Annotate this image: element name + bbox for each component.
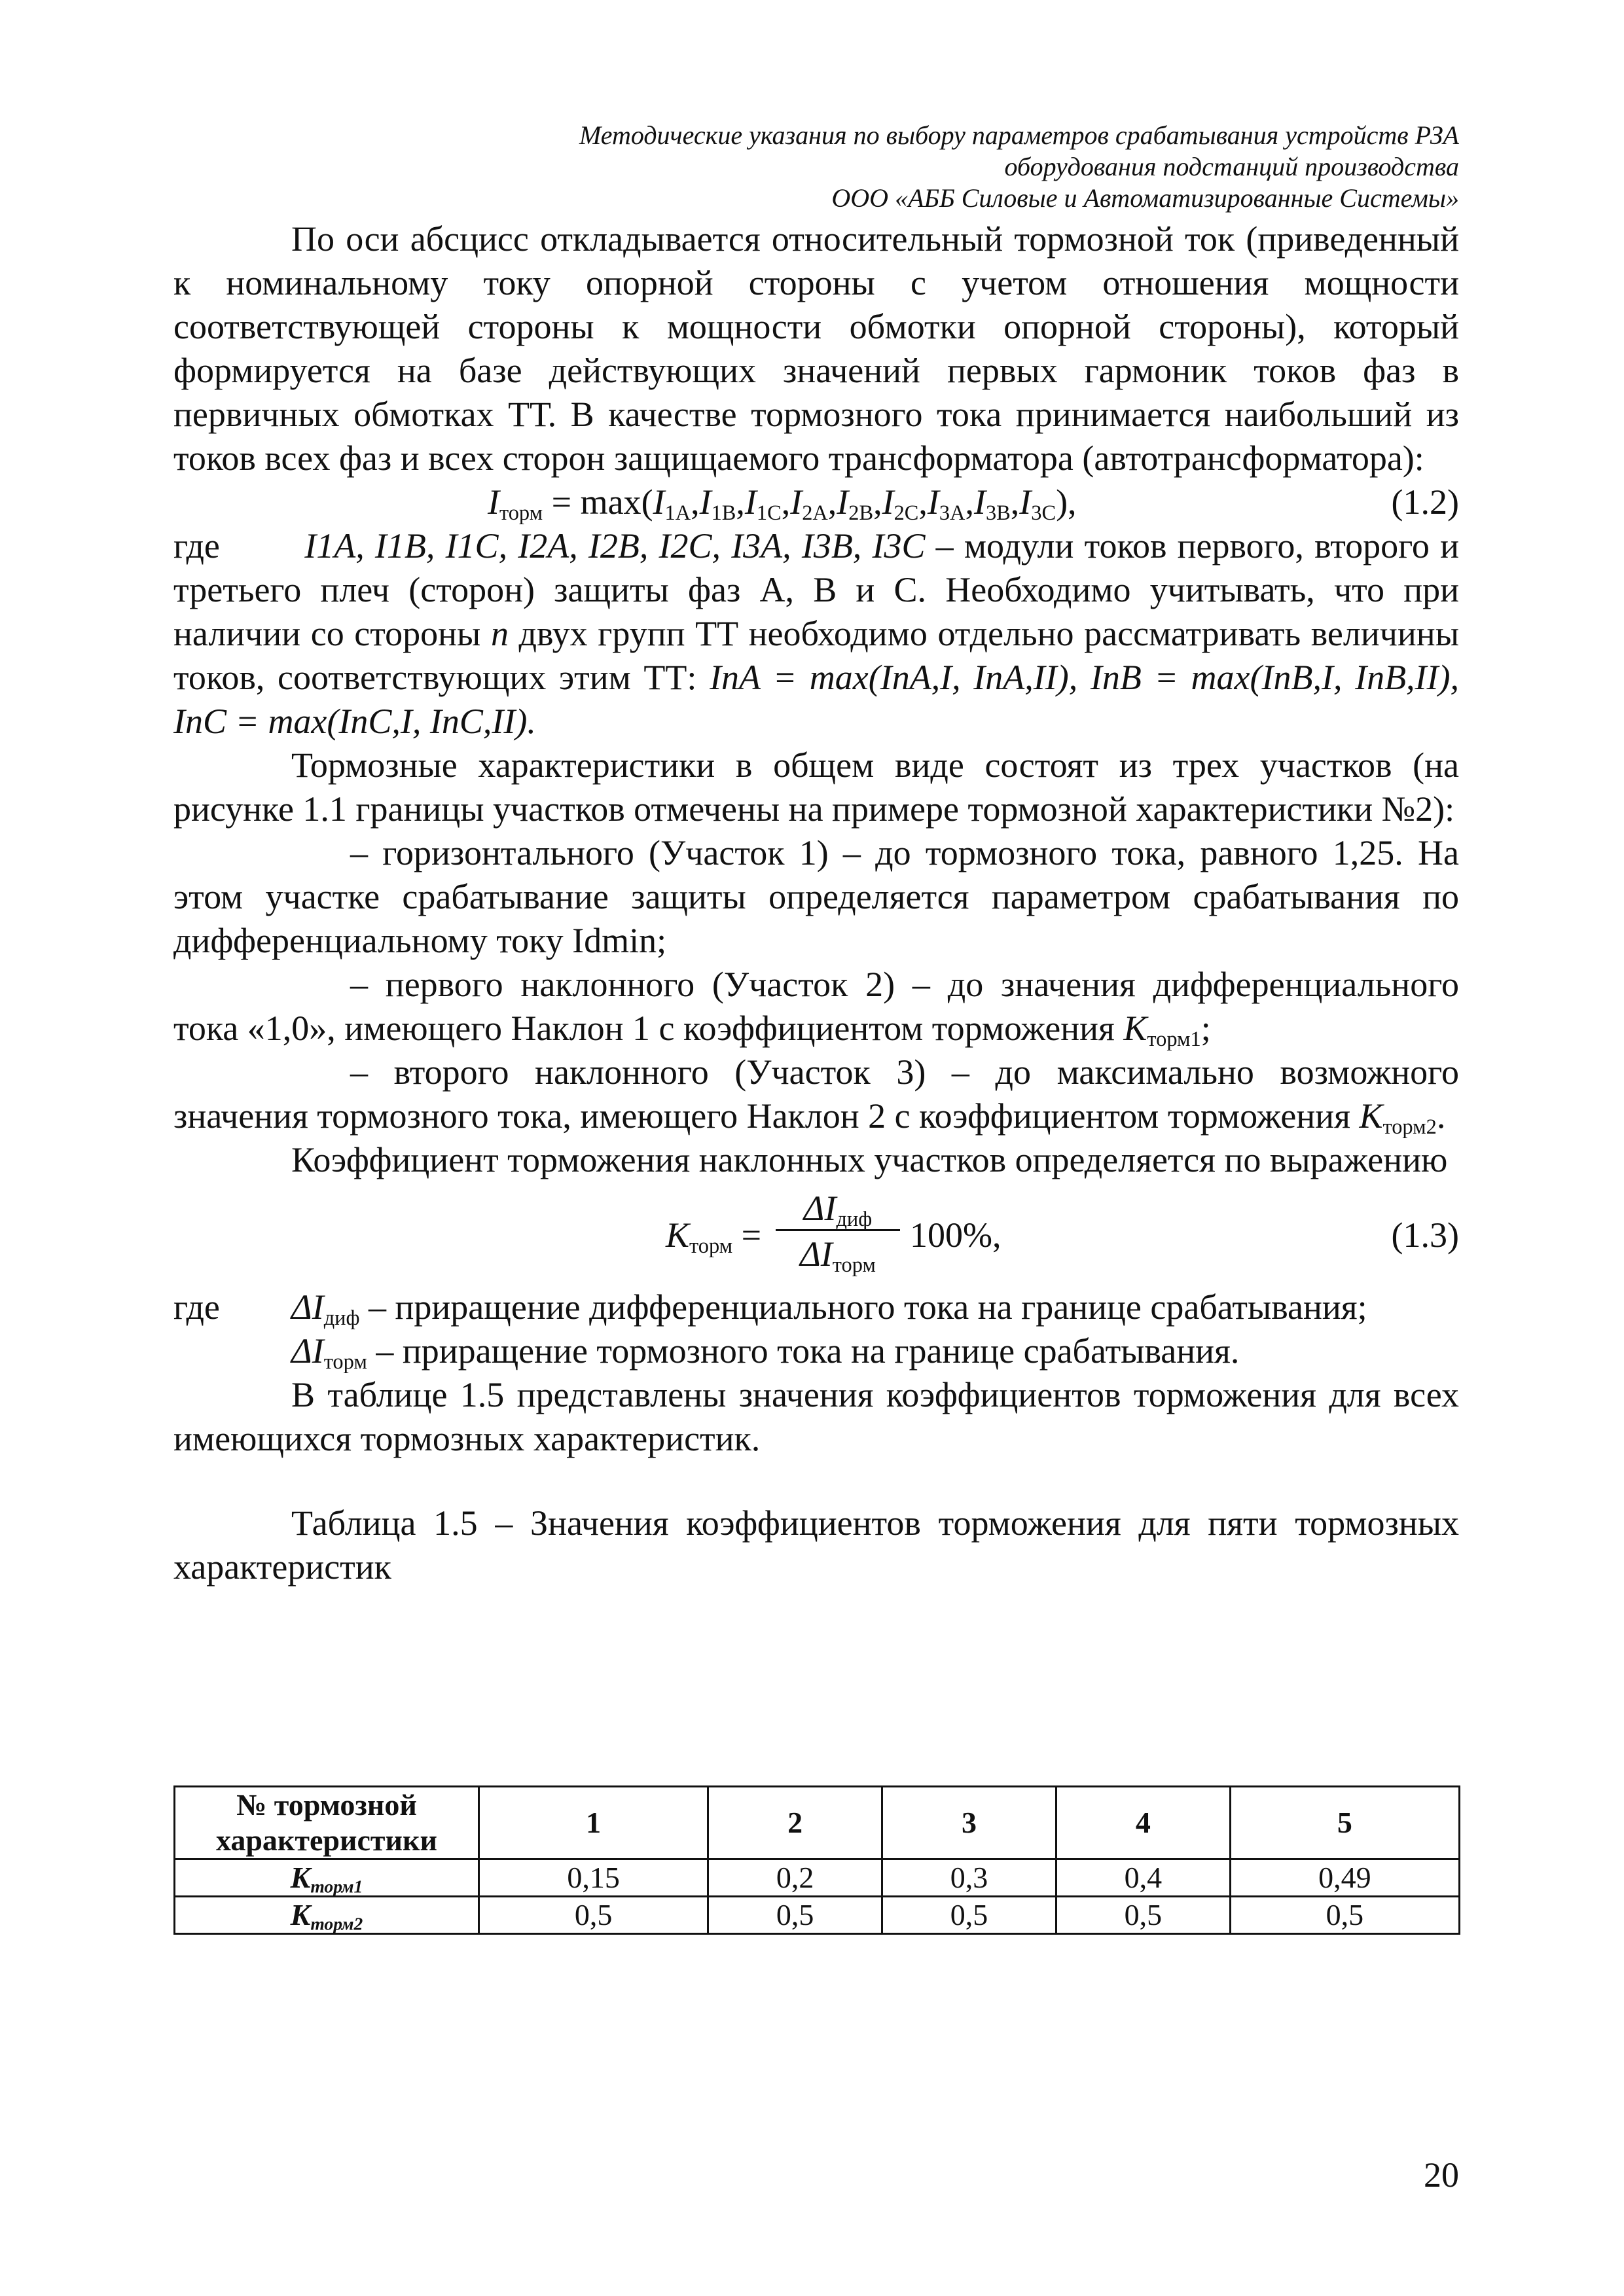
eq12-variables	[653, 482, 1056, 526]
eq12-variable-sub: 1A	[664, 501, 691, 526]
equation-1-2-body	[488, 480, 1077, 524]
torm-sub: торм	[323, 1350, 367, 1374]
where-word: где	[173, 526, 220, 565]
eq12-open-bracket: (	[641, 482, 653, 522]
row-label-k: K	[290, 1898, 311, 1931]
table-row	[175, 1897, 1460, 1934]
k-torm1-sub: торм1	[1147, 1028, 1201, 1052]
currents-description-2: двух групп ТТ необходимо отдельно рассматривать величины токов, соответствующих этим ТТ:	[173, 614, 1459, 697]
eq12-variable: I	[973, 482, 986, 522]
eq13-num-var: ΔI	[803, 1189, 837, 1228]
formula-ina: InA = max(InA,I, InA,II),	[710, 658, 1078, 697]
where-torm-text	[291, 1329, 1459, 1373]
equation-1-3-number: (1.3)	[1391, 1215, 1459, 1255]
section-2-text: – первого наклонного (Участок 2) – до значения дифференциального тока «1,0», имеющего Наклон 1 с коэффициентом торможения	[173, 965, 1459, 1048]
eq13-num-sub: диф	[836, 1208, 873, 1232]
table-cell: 0,2	[708, 1859, 882, 1897]
paragraph-coefficient: Коэффициент торможения наклонных участков определяется по выражению	[291, 1140, 1448, 1179]
formula-inb-inc: InB = max(InB,I, InB,II), InC = max(InC,I, InC,II).	[173, 658, 1460, 741]
eq13-den-sub: торм	[832, 1253, 876, 1278]
currents-description: – модули токов первого, второго и третьего плеч (сторон) защиты фаз А, В и С. Необходимо учитывать, что при наличии со стороны	[173, 526, 1459, 653]
table-cell: 0,3	[882, 1859, 1056, 1897]
eq12-variable-sub: 3C	[1031, 501, 1056, 526]
eq12-variable: I	[837, 482, 849, 522]
eq13-tail: 100%,	[910, 1215, 1001, 1255]
eq12-variable: I	[653, 482, 665, 522]
table-row-label	[175, 1897, 479, 1934]
eq13-denominator	[776, 1231, 900, 1277]
equation-1-2-number: (1.2)	[1391, 482, 1459, 522]
table-header-row	[175, 1787, 1460, 1859]
eq12-variable-sub: 3B	[985, 501, 1011, 526]
eq12-tail: ,	[1068, 482, 1077, 522]
eq12-lhs: I	[488, 482, 499, 522]
section-3-end: .	[1436, 1096, 1446, 1136]
current-list: I1A, I1B, I1C, I2A, I2B, I2C, I3A, I3B, I3C	[304, 526, 926, 565]
dif-sub: диф	[323, 1306, 360, 1331]
table-header-cell: 2	[708, 1787, 882, 1859]
eq12-variable: I	[699, 482, 712, 522]
paragraph-brake-current: По оси абсцисс откладывается относительный тормозной ток (приведенный к номинальному току опорной стороны с учетом отношения мощности соответствующей стороны к мощности обмотки опорной стороны), который формируется на базе действующих значений первых гармоник токов фаз в первичных обмотках ТТ. В качестве тормозного тока принимается наибольший из токов всех фаз и всех сторон защищаемого трансформатора (автотрансформатора):	[173, 219, 1459, 478]
eq12-separator: ,	[781, 482, 791, 522]
eq12-separator: ,	[691, 482, 700, 522]
table-cell: 0,49	[1230, 1859, 1459, 1897]
header-line-3: ООО «АББ Силовые и Автоматизированные Системы»	[831, 183, 1459, 213]
table-cell: 0,5	[1056, 1897, 1230, 1934]
eq12-variable: I	[927, 482, 939, 522]
eq12-variable-sub: 2A	[802, 501, 828, 526]
table-cell: 0,5	[882, 1897, 1056, 1934]
page-number: 20	[1424, 2155, 1459, 2195]
eq12-separator: ,	[918, 482, 928, 522]
table-header-cell: 5	[1230, 1787, 1459, 1859]
eq13-k: K	[666, 1215, 690, 1255]
table-row-label	[175, 1859, 479, 1897]
eq12-separator: ,	[827, 482, 837, 522]
header-line-2: оборудования подстанций производства	[1004, 152, 1459, 181]
torm-var: ΔI	[291, 1331, 324, 1371]
eq13-lhs	[666, 1213, 761, 1257]
list-item-section-2	[173, 963, 1459, 1050]
section-3-text: – второго наклонного (Участок 3) – до максимально возможного значения тормозного тока, имеющего Наклон 2 с коэффициентом торможения	[173, 1052, 1459, 1136]
where-word-2: где	[173, 1287, 220, 1327]
eq12-variable: I	[790, 482, 803, 522]
eq12-max: = max	[543, 482, 641, 522]
eq13-k-sub: торм	[689, 1234, 733, 1259]
running-header	[173, 120, 1459, 214]
table-caption: Таблица 1.5 – Значения коэффициентов торможения для пяти тормозных характеристик	[173, 1503, 1459, 1587]
table-cell: 0,5	[479, 1897, 708, 1934]
equation-1-3	[173, 1187, 1459, 1285]
dif-description: – приращение дифференциального тока на границе срабатывания;	[359, 1287, 1367, 1327]
eq12-variable-sub: 2C	[893, 501, 919, 526]
table-cell: 0,15	[479, 1859, 708, 1897]
eq12-variable: I	[882, 482, 894, 522]
eq12-separator: ,	[1010, 482, 1020, 522]
equation-1-2	[173, 480, 1459, 524]
eq12-separator: ,	[873, 482, 882, 522]
where-dif-text	[291, 1285, 1459, 1329]
section-2-end: ;	[1200, 1009, 1211, 1048]
table-header-cell: 4	[1056, 1787, 1230, 1859]
where-torm	[173, 1329, 1459, 1373]
list-item-section-3	[173, 1050, 1459, 1138]
row-label-sub: торм1	[310, 1876, 363, 1897]
eq12-variable-sub: 3A	[939, 501, 965, 526]
where-dif	[173, 1285, 1459, 1329]
eq12-variable-sub: 2B	[848, 501, 874, 526]
paragraph-three-sections: Тормозные характеристики в общем виде состоят из трех участков (на рисунке 1.1 границы участков отмечены на примере тормозной характеристики №2):	[173, 745, 1459, 829]
eq13-den-var: ΔI	[800, 1234, 833, 1274]
eq13-equals: =	[732, 1215, 762, 1255]
dif-var: ΔI	[291, 1287, 324, 1327]
eq12-close-bracket: )	[1056, 482, 1068, 522]
eq12-separator: ,	[736, 482, 745, 522]
eq13-fraction	[776, 1187, 900, 1277]
eq12-variable: I	[1019, 482, 1032, 522]
eq12-separator: ,	[965, 482, 974, 522]
table-row	[175, 1859, 1460, 1897]
page-body	[173, 217, 1459, 1589]
row-label-sub: торм2	[310, 1913, 363, 1934]
header-line-1: Методические указания по выбору параметров срабатывания устройств РЗА	[579, 120, 1459, 150]
paragraph-table-intro: В таблице 1.5 представлены значения коэффициентов торможения для всех имеющихся тормозных характеристик.	[173, 1375, 1459, 1458]
row-label-k: K	[290, 1861, 311, 1894]
eq12-variable-sub: 1B	[711, 501, 736, 526]
table-header-label: № тормозной характеристики	[175, 1787, 479, 1859]
table-cell: 0,4	[1056, 1859, 1230, 1897]
k-torm2: K	[1359, 1096, 1383, 1136]
table-cell: 0,5	[708, 1897, 882, 1934]
eq12-lhs-sub: торм	[499, 501, 543, 526]
coefficients-table	[173, 1785, 1460, 1935]
torm-description: – приращение тормозного тока на границе срабатывания.	[367, 1331, 1240, 1371]
table-header-cell: 3	[882, 1787, 1056, 1859]
list-item-section-1: – горизонтального (Участок 1) – до тормозного тока, равного 1,25. На этом участке срабатывание защиты определяется параметром срабатывания по дифференциальному току Idmin;	[173, 833, 1459, 960]
k-torm1: K	[1123, 1009, 1147, 1048]
table-header-cell: 1	[479, 1787, 708, 1859]
side-n: n	[490, 614, 509, 653]
eq12-variable: I	[744, 482, 757, 522]
eq13-numerator	[776, 1187, 900, 1231]
eq12-variable-sub: 1C	[756, 501, 782, 526]
k-torm2-sub: торм2	[1382, 1115, 1437, 1139]
paragraph-where-currents	[173, 524, 1459, 744]
table-cell: 0,5	[1230, 1897, 1459, 1934]
